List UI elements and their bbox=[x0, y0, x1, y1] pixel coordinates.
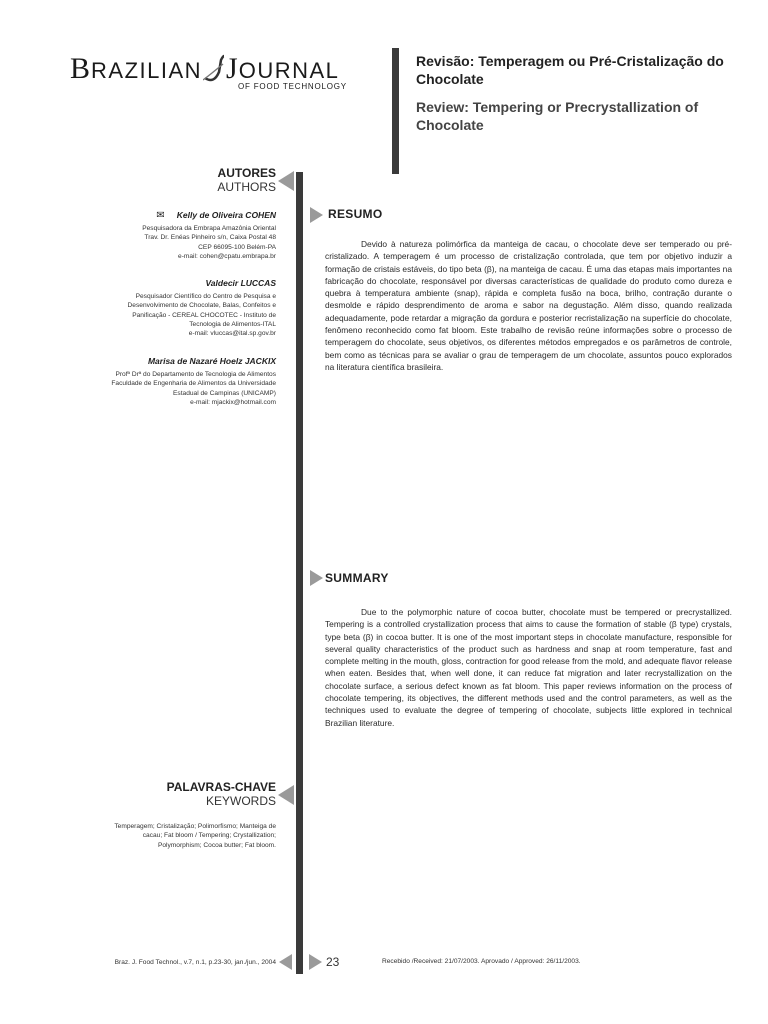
footer-dates: Recebido /Received: 21/07/2003. Aprovado / Approved: 26/11/2003. bbox=[382, 958, 581, 965]
author-affiliation-1: Pesquisadora da Embrapa Amazônia Oriental Trav. Dr. Enéas Pinheiro s/n, Caixa Postal 48 CEP 66095-100 Belém-PA e-mail: cohen@cpatu.embrapa.br bbox=[16, 224, 276, 261]
title-portuguese: Revisão: Temperagem ou Pré-Cristalização do Chocolate bbox=[416, 53, 724, 87]
footer-citation: Braz. J. Food Technol., v.7, n.1, p.23-30, jan./jun., 2004 bbox=[114, 959, 276, 966]
authors-heading bbox=[76, 166, 276, 194]
logo-subtitle: OF FOOD TECHNOLOGY bbox=[238, 82, 347, 91]
keywords-heading-pt: PALAVRAS-CHAVE bbox=[166, 780, 276, 794]
keywords-triangle-icon bbox=[278, 785, 294, 805]
resumo-text: Devido à natureza polimórfica da manteiga de cacau, o chocolate deve ser temperado ou pré-cristalizado. A temperagem é um processo de cristalização controlada, que tem por objetivo induzir a formação de cristais estáveis, do tipo beta (β), na manteiga de cacau. É uma das etapas mais importantes na fabricação do chocolate, responsável por diversas características de qualidade do produto como dureza e quebra à temperatura ambiente (snap), rápida e completa fusão na boca, brilho, contração durante o desmolde e rápido desprendimento de aroma e sabor na degustação. Além disso, quando realizada adequadamente, pode retardar a migração da gordura e posterior recristalização na superfície do chocolate, fenômeno reconhecido como fat bloom. Este trabalho de revisão reúne informações sobre o processo de temperagem do chocolate, seus objetivos, os diferentes métodos empregados e os parâmetros de controle, bem como as técnicas para se avaliar o grau de temperagem de um chocolate, assuntos pouco explorados na literatura científica brasileira. bbox=[325, 239, 732, 372]
footer-right-triangle-icon bbox=[309, 954, 322, 970]
author-block-2 bbox=[16, 278, 276, 338]
author-affiliation-2: Pesquisador Científico do Centro de Pesquisa e Desenvolvimento de Chocolate, Balas, Confeitos e Panificação - CEREAL CHOCOTEC - Instituto de Tecnologia de Alimentos-ITAL e-mail: vluccas@ital.sp.gov.br bbox=[16, 292, 276, 338]
author-email-3[interactable]: e-mail: mjackix@hotmail.com bbox=[190, 398, 276, 406]
envelope-icon: ✉ bbox=[156, 210, 165, 221]
author-affiliation-3: Profª Drª do Departamento de Tecnologia de Alimentos Faculdade de Engenharia de Alimentos da Universidade Estadual de Campinas (UNICAMP) e-mail: mjackix@hotmail.com bbox=[16, 370, 276, 407]
keywords-list: Temperagem; Cristalização; Polimorfismo; Manteiga de cacau; Fat bloom / Tempering; Crystallization; Polymorphism; Cocoa butter; Fat bloom. bbox=[114, 823, 276, 849]
authors-triangle-icon bbox=[278, 171, 294, 191]
footer-left-triangle-icon bbox=[279, 954, 292, 970]
title-english: Review: Tempering or Precrystallization of Chocolate bbox=[416, 99, 699, 133]
resumo-triangle-icon bbox=[310, 207, 323, 223]
author-email-2[interactable]: e-mail: vluccas@ital.sp.gov.br bbox=[188, 330, 276, 338]
authors-heading-en: AUTHORS bbox=[217, 180, 276, 194]
author-block-3 bbox=[16, 356, 276, 407]
author-block-1 bbox=[16, 210, 276, 261]
vertical-rule bbox=[296, 172, 303, 974]
summary-title: SUMMARY bbox=[325, 571, 389, 585]
logo-letter-j: J bbox=[226, 52, 239, 85]
author-name-3: Marisa de Nazaré Hoelz JACKIX bbox=[147, 356, 276, 366]
logo-word-brazilian: RAZILIAN bbox=[91, 58, 203, 83]
resumo-title: RESUMO bbox=[328, 207, 383, 221]
author-name-1: ✉ Kelly de Oliveira COHEN bbox=[156, 210, 276, 221]
summary-triangle-icon bbox=[310, 570, 323, 586]
author-name-2: Valdecir LUCCAS bbox=[205, 278, 276, 288]
journal-logo bbox=[70, 52, 350, 96]
summary-text: Due to the polymorphic nature of cocoa butter, chocolate must be tempered or precrystallized. Tempering is a controlled crystallization process that aims to cause the formation of stable (β type) crystals, type beta (β) in cocoa butter. It is one of the most important steps in chocolate manufacture, responsible for several quality characteristics of the product such as hardness and snap at room temperature, fast and complete melting in the mouth, gloss, contraction for good release from the mold, and adequate flavor release when eaten. Besides that, when well done, it can reduce fat migration and later recrystallization on the chocolate surface, a serious defect known as fat bloom. This paper reviews information on the process of chocolate tempering, its objectives, the different methods used and the control parameters, as well as the techniques used to evaluate the degree of tempering of chocolate, subjects little explored in technical Brazilian literature. bbox=[325, 607, 732, 728]
logo-letter-b: B bbox=[70, 52, 92, 85]
keywords-heading bbox=[76, 780, 276, 808]
title-bar bbox=[392, 48, 399, 174]
logo-word-journal: OURNAL bbox=[238, 58, 340, 83]
author-email-1[interactable]: e-mail: cohen@cpatu.embrapa.br bbox=[178, 252, 276, 260]
logo-swoosh-icon bbox=[203, 54, 225, 84]
page-number: 23 bbox=[326, 955, 340, 969]
authors-heading-pt: AUTORES bbox=[217, 166, 276, 180]
keywords-heading-en: KEYWORDS bbox=[205, 794, 276, 808]
